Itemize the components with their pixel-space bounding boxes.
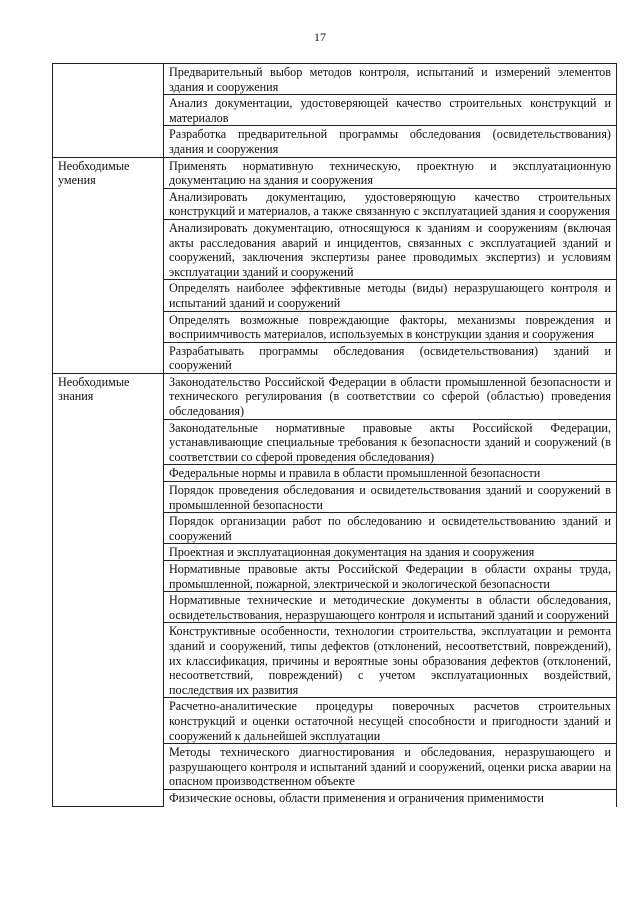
table-row	[53, 157, 617, 188]
requirement-item: Порядок организации работ по обследованию и освидетельствованию зданий и сооружений	[164, 513, 617, 544]
requirement-item: Методы технического диагностирования и обследования, неразрушающего и разрушающего контроля и испытаний зданий и сооружений, оценки риска аварии на опасном производственном объекте	[164, 744, 617, 790]
table-row	[53, 373, 617, 419]
requirement-item: Анализировать документацию, удостоверяющую качество строительных конструкций и материалов, а также связанную с эксплуатацией здания и сооружения	[164, 188, 617, 219]
requirement-item: Определять наиболее эффективные методы (виды) неразрушающего контроля и испытаний зданий и сооружений	[164, 280, 617, 311]
requirement-item: Нормативные правовые акты Российской Федерации в области охраны труда, промышленной, пожарной, электрической и экологической безопасности	[164, 561, 617, 592]
requirement-item: Предварительный выбор методов контроля, испытаний и измерений элементов здания и сооружения	[164, 64, 617, 95]
requirement-item: Конструктивные особенности, технологии строительства, эксплуатации и ремонта зданий и сооружений, типы дефектов (отклонений, несоответствий, повреждений), их классификация, причины и вероятные зоны образования дефектов (отклонений, несоответствий, повреждений) с учетом эксплуатационных воздействий, последствия их развития	[164, 623, 617, 698]
requirement-item: Законодательство Российской Федерации в области промышленной безопасности и технического регулирования (в соответствии со сферой (областью) проведения обследования)	[164, 373, 617, 419]
requirement-item: Федеральные нормы и правила в области промышленной безопасности	[164, 465, 617, 482]
category-cell	[53, 64, 164, 158]
requirements-table	[52, 63, 617, 807]
requirement-item: Применять нормативную техническую, проектную и эксплуатационную документацию на здания и сооружения	[164, 157, 617, 188]
requirement-item: Физические основы, области применения и ограничения применимости	[164, 789, 617, 807]
table-row	[53, 64, 617, 95]
category-skills: Необходимые умения	[53, 157, 164, 373]
requirement-item: Анализ документации, удостоверяющей качество строительных конструкций и материалов	[164, 95, 617, 126]
requirement-item: Анализировать документацию, относящуюся к зданиям и сооружениям (включая акты расследования аварий и инцидентов, связанных с эксплуатацией зданий и сооружений, заключения экспертизы ранее проводимых экспертиз) и условиям эксплуатации зданий и сооружений	[164, 219, 617, 279]
requirement-item: Нормативные технические и методические документы в области обследования, освидетельствования, неразрушающего контроля и испытаний зданий и сооружений	[164, 592, 617, 623]
requirement-item: Разрабатывать программы обследования (освидетельствования) зданий и сооружений	[164, 342, 617, 373]
requirement-item: Законодательные нормативные правовые акты Российской Федерации, устанавливающие специальные требования к безопасности зданий и сооружений (в соответствии со сферой проведения обследования)	[164, 419, 617, 465]
requirement-item: Порядок проведения обследования и освидетельствования зданий и сооружений в промышленной безопасности	[164, 482, 617, 513]
requirement-item: Разработка предварительной программы обследования (освидетельствования) здания и сооружения	[164, 126, 617, 157]
requirement-item: Расчетно-аналитические процедуры поверочных расчетов строительных конструкций и оценки остаточной несущей способности и пригодности зданий и сооружений к дальнейшей эксплуатации	[164, 698, 617, 744]
category-knowledge: Необходимые знания	[53, 373, 164, 807]
requirement-item: Определять возможные повреждающие факторы, механизмы повреждения и восприимчивость материалов, используемых в конструкции здания и сооружения	[164, 311, 617, 342]
page-number: 17	[314, 30, 326, 44]
requirement-item: Проектная и эксплуатационная документация на здания и сооружения	[164, 544, 617, 561]
